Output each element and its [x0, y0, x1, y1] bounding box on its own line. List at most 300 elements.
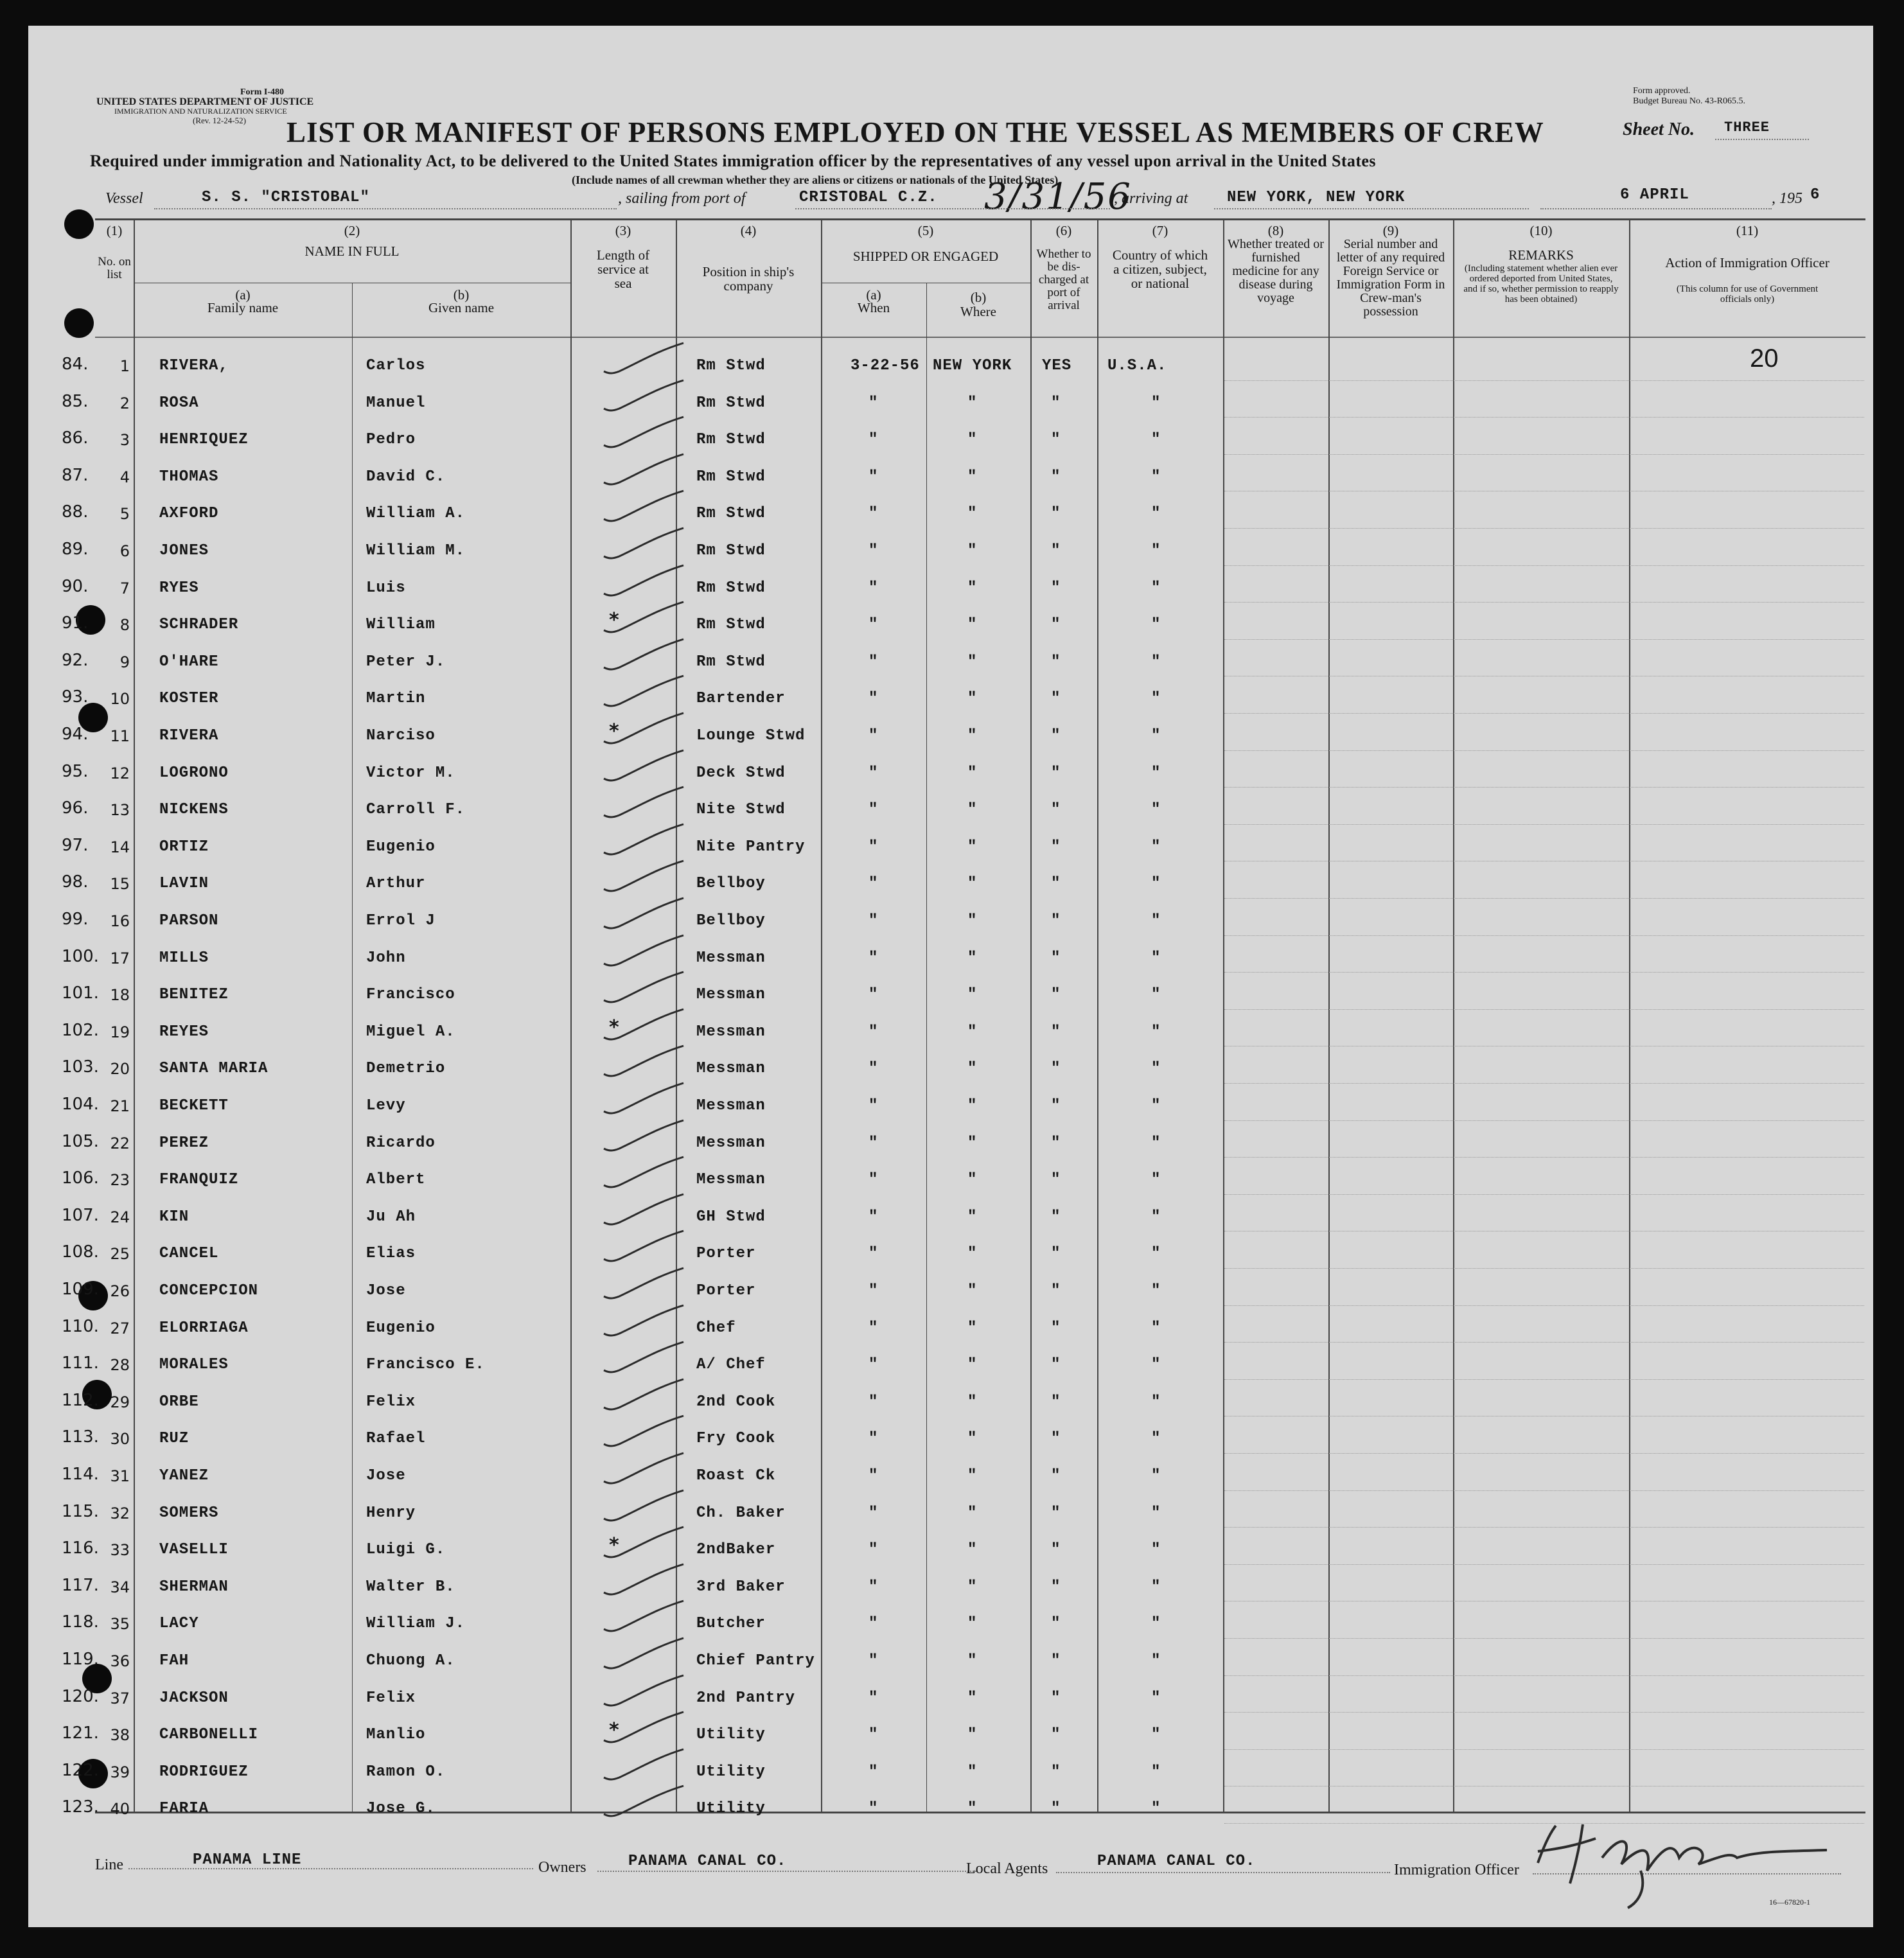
- cell-position: 2ndBaker: [696, 1541, 776, 1559]
- cell-when: ": [868, 912, 879, 930]
- cell-country: ": [1151, 949, 1161, 967]
- arriving-label: , arriving at: [1114, 190, 1188, 207]
- vessel-value: S. S. "CRISTOBAL": [202, 189, 370, 206]
- cell-country: ": [1151, 801, 1161, 819]
- row-number: 29: [110, 1393, 130, 1411]
- cell-when: ": [868, 1023, 879, 1041]
- svg-text:*: *: [609, 1534, 619, 1557]
- cell-position: Rm Stwd: [696, 616, 766, 634]
- cell-where: ": [967, 1726, 978, 1744]
- handwritten-line-number: 87.: [62, 465, 89, 485]
- handwritten-line-number: 106.: [62, 1169, 99, 1188]
- cell-family: BECKETT: [159, 1097, 229, 1115]
- sheet-label: Sheet No.: [1623, 119, 1695, 139]
- row-number: 10: [110, 690, 130, 709]
- check-mark: [594, 416, 696, 454]
- check-mark: [594, 1045, 696, 1083]
- cell-family: CARBONELLI: [159, 1726, 259, 1744]
- cell-discharged: ": [1051, 1319, 1061, 1337]
- row-number: 5: [119, 505, 130, 524]
- cell-given: William J.: [366, 1615, 466, 1633]
- cell-position: 2nd Pantry: [696, 1689, 796, 1707]
- cell-discharged: ": [1051, 468, 1061, 486]
- cell-country: ": [1151, 1504, 1161, 1522]
- cell-country: ": [1151, 1393, 1161, 1411]
- cell-country: ": [1151, 1134, 1161, 1152]
- form-number: Form I-480: [240, 87, 285, 97]
- row-number: 19: [110, 1023, 130, 1041]
- cell-country: ": [1151, 1060, 1161, 1078]
- handwritten-line-number: 97.: [62, 835, 89, 855]
- sheet-value: THREE: [1724, 119, 1770, 136]
- cell-when: ": [868, 1134, 879, 1152]
- cell-given: Henry: [366, 1504, 416, 1522]
- cell-given: Walter B.: [366, 1578, 455, 1596]
- cell-given: John: [366, 949, 406, 967]
- cell-when: ": [868, 690, 879, 708]
- col-10-note: (Including statement whether alien ever ordered deported from United States, and if so, whether permission to reapply has been obtained): [1463, 263, 1619, 304]
- cell-position: Messman: [696, 1171, 766, 1189]
- cell-discharged: ": [1051, 1689, 1061, 1707]
- row-rule: [1224, 1083, 1864, 1084]
- cell-given: William M.: [366, 542, 466, 560]
- cell-when: ": [868, 875, 879, 893]
- cell-family: CONCEPCION: [159, 1282, 259, 1300]
- cell-where: ": [967, 1541, 978, 1559]
- cell-discharged: ": [1051, 727, 1061, 745]
- cell-country: ": [1151, 986, 1161, 1004]
- cell-discharged: ": [1051, 1023, 1061, 1041]
- cell-family: MORALES: [159, 1356, 229, 1374]
- cell-family: NICKENS: [159, 801, 229, 819]
- handwritten-line-number: 93.: [62, 687, 89, 707]
- cell-position: Rm Stwd: [696, 579, 766, 597]
- row-rule: [1224, 1268, 1864, 1269]
- check-mark: [594, 1230, 696, 1268]
- handwritten-line-number: 110.: [62, 1316, 99, 1336]
- cell-given: Francisco: [366, 986, 455, 1004]
- check-mark: [594, 1637, 696, 1675]
- row-number: 37: [110, 1689, 130, 1707]
- check-mark: [594, 1119, 696, 1158]
- row-rule: [1224, 1712, 1864, 1713]
- table-row: [28, 1568, 1873, 1605]
- cell-family: KOSTER: [159, 690, 219, 708]
- table-row: [28, 1124, 1873, 1161]
- cell-given: David C.: [366, 468, 446, 486]
- table-row: [28, 1087, 1873, 1124]
- table-row: [28, 1161, 1873, 1198]
- cell-when: ": [868, 579, 879, 597]
- cell-country: ": [1151, 912, 1161, 930]
- cell-discharged: ": [1051, 394, 1061, 412]
- cell-where: ": [967, 468, 978, 486]
- table-row: [28, 606, 1873, 643]
- cell-country: ": [1151, 505, 1161, 523]
- handwritten-line-number: 88.: [62, 502, 89, 522]
- row-rule: [1224, 1453, 1864, 1454]
- row-number: 1: [119, 357, 130, 375]
- arriving-underline: [1214, 208, 1529, 209]
- asterisk-check-mark: [594, 1008, 696, 1046]
- row-rule: [1224, 602, 1864, 603]
- row-number: 22: [110, 1134, 130, 1152]
- owners-value: PANAMA CANAL CO.: [628, 1853, 787, 1870]
- col-5b-header: Where: [960, 304, 996, 319]
- cell-given: Victor M.: [366, 764, 455, 782]
- handwritten-line-number: 86.: [62, 428, 89, 448]
- cell-country: ": [1151, 1282, 1161, 1300]
- table-header-rule: [95, 337, 1865, 338]
- check-mark: [594, 860, 696, 898]
- cell-discharged: ": [1051, 801, 1061, 819]
- check-mark: [594, 1378, 696, 1416]
- row-number: 30: [110, 1430, 130, 1449]
- cell-position: Butcher: [696, 1615, 766, 1633]
- cell-where: ": [967, 653, 978, 671]
- row-number: 36: [110, 1652, 130, 1670]
- agents-label: Local Agents: [966, 1860, 1048, 1877]
- cell-country: ": [1151, 1467, 1161, 1485]
- cell-position: Utility: [696, 1763, 766, 1781]
- form-approved: Form approved.: [1633, 86, 1691, 96]
- cell-when: ": [868, 1652, 879, 1670]
- col-9-number: (9): [1382, 223, 1399, 238]
- row-number: 7: [119, 579, 130, 597]
- cell-discharged: ": [1051, 949, 1061, 967]
- cell-position: Porter: [696, 1282, 756, 1300]
- col-11-number: (11): [1736, 223, 1759, 238]
- cell-given: Narciso: [366, 727, 436, 745]
- cell-country: ": [1151, 468, 1161, 486]
- check-mark: [594, 786, 696, 824]
- cell-position: Nite Stwd: [696, 801, 786, 819]
- col-4-header: Position in ship's company: [702, 264, 795, 294]
- cell-given: Felix: [366, 1393, 416, 1411]
- row-rule: [1224, 565, 1864, 566]
- cell-where: ": [967, 1134, 978, 1152]
- cell-position: Lounge Stwd: [696, 727, 806, 745]
- handwritten-line-number: 101.: [62, 983, 99, 1003]
- cell-when: ": [868, 616, 879, 634]
- cell-position: Ch. Baker: [696, 1504, 786, 1522]
- row-number: 9: [119, 653, 130, 671]
- cell-when: ": [868, 653, 879, 671]
- cell-given: Demetrio: [366, 1060, 446, 1078]
- cell-discharged: ": [1051, 431, 1061, 449]
- cell-when: ": [868, 764, 879, 782]
- cell-position: 3rd Baker: [696, 1578, 786, 1596]
- row-rule: [1224, 898, 1864, 899]
- year-suffix: 6: [1810, 186, 1820, 204]
- cell-position: Messman: [696, 949, 766, 967]
- cell-given: Felix: [366, 1689, 416, 1707]
- cell-position: Bartender: [696, 690, 786, 708]
- cell-where: ": [967, 727, 978, 745]
- cell-family: PEREZ: [159, 1134, 209, 1152]
- revision: (Rev. 12-24-52): [193, 116, 246, 125]
- col-4-number: (4): [740, 223, 757, 238]
- cell-given: William A.: [366, 505, 466, 523]
- check-mark: [594, 749, 696, 788]
- cell-where: ": [967, 1504, 978, 1522]
- check-mark: [594, 564, 696, 603]
- cell-when: ": [868, 1393, 879, 1411]
- cell-family: HENRIQUEZ: [159, 431, 249, 449]
- check-mark: [594, 1674, 696, 1713]
- cell-family: THOMAS: [159, 468, 219, 486]
- cell-given: Arthur: [366, 875, 426, 893]
- cell-given: Manlio: [366, 1726, 426, 1744]
- row-number: 25: [110, 1245, 130, 1264]
- table-row: [28, 1309, 1873, 1346]
- table-row: [28, 1235, 1873, 1272]
- check-mark: [594, 1415, 696, 1453]
- cell-when: ": [868, 1171, 879, 1189]
- cell-family: KIN: [159, 1208, 190, 1226]
- cell-given: Chuong A.: [366, 1652, 455, 1670]
- col-2a-number: (a): [235, 287, 251, 303]
- check-mark: [594, 1563, 696, 1601]
- cell-country: ": [1151, 1356, 1161, 1374]
- cell-country: ": [1151, 875, 1161, 893]
- handwritten-line-number: 112.: [62, 1390, 99, 1410]
- col-10-number: (10): [1529, 223, 1553, 238]
- row-rule: [1224, 1527, 1864, 1528]
- col-1-number: (1): [106, 223, 123, 238]
- col-2b-header: Given name: [428, 300, 495, 315]
- row-rule: [1224, 1379, 1864, 1380]
- cell-discharged: ": [1051, 653, 1061, 671]
- table-row: [28, 1716, 1873, 1753]
- cell-country: ": [1151, 1430, 1161, 1448]
- owners-label: Owners: [538, 1859, 586, 1876]
- check-mark: [594, 1341, 696, 1379]
- check-mark: [594, 490, 696, 528]
- cell-family: LAVIN: [159, 875, 209, 893]
- cell-family: FARIA: [159, 1800, 209, 1818]
- cell-family: ORTIZ: [159, 838, 209, 856]
- row-rule: [1224, 1564, 1864, 1565]
- svg-text:*: *: [609, 720, 619, 743]
- check-mark: [594, 1193, 696, 1231]
- cell-when: ": [868, 1208, 879, 1226]
- cell-position: Fry Cook: [696, 1430, 776, 1448]
- row-rule: [1224, 1749, 1864, 1750]
- handwritten-line-number: 109.: [62, 1280, 99, 1299]
- cell-discharged: ": [1051, 1615, 1061, 1633]
- handwritten-line-number: 103.: [62, 1057, 99, 1077]
- table-row: [28, 1346, 1873, 1383]
- col-11-note: (This column for use of Government officials only): [1676, 284, 1819, 304]
- table-row: [28, 1198, 1873, 1235]
- cell-when: ": [868, 1800, 879, 1818]
- row-number: 17: [110, 949, 130, 967]
- cell-given: Errol J: [366, 912, 436, 930]
- asterisk-check-mark: [594, 601, 696, 639]
- handwritten-line-number: 121.: [62, 1724, 99, 1743]
- cell-when: ": [868, 1467, 879, 1485]
- cell-position: Utility: [696, 1726, 766, 1744]
- form-title: LIST OR MANIFEST OF PERSONS EMPLOYED ON THE VESSEL AS MEMBERS OF CREW: [286, 116, 1544, 148]
- officer-signature: [1525, 1813, 1872, 1909]
- cell-where: ": [967, 1208, 978, 1226]
- cell-position: Rm Stwd: [696, 431, 766, 449]
- cell-position: Messman: [696, 1060, 766, 1078]
- year-prefix: , 195: [1772, 190, 1803, 207]
- table-row: [28, 347, 1873, 384]
- cell-when: ": [868, 1615, 879, 1633]
- cell-family: JACKSON: [159, 1689, 229, 1707]
- cell-given: Ramon O.: [366, 1763, 446, 1781]
- cell-discharged: ": [1051, 1171, 1061, 1189]
- svg-text:*: *: [609, 1016, 619, 1039]
- cell-family: O'HARE: [159, 653, 219, 671]
- punch-hole: [64, 308, 94, 338]
- row-rule: [1224, 380, 1864, 381]
- row-rule: [1224, 1342, 1864, 1343]
- manifest-sheet: [28, 26, 1873, 1927]
- table-row: [28, 828, 1873, 865]
- arriving-value: NEW YORK, NEW YORK: [1227, 189, 1406, 206]
- cell-when: ": [868, 431, 879, 449]
- cell-given: Carroll F.: [366, 801, 466, 819]
- cell-discharged: ": [1051, 1800, 1061, 1818]
- col-3-header: Length of service at sea: [596, 247, 650, 291]
- cell-family: MILLS: [159, 949, 209, 967]
- line-underline: [128, 1868, 533, 1869]
- cell-family: AXFORD: [159, 505, 219, 523]
- cell-position: Porter: [696, 1245, 756, 1263]
- row-number: 3: [119, 431, 130, 450]
- cell-when: ": [868, 1689, 879, 1707]
- handwritten-date: 3/31/56: [984, 176, 1132, 218]
- row-number: 33: [110, 1541, 130, 1560]
- col-3-number: (3): [615, 223, 631, 238]
- cell-discharged: ": [1051, 1245, 1061, 1263]
- cell-country: ": [1151, 1726, 1161, 1744]
- col-7-header: Country of which a citizen, subject, or national: [1112, 247, 1208, 291]
- asterisk-check-mark: [594, 1711, 696, 1749]
- cell-where: ": [967, 1097, 978, 1115]
- col-6-header: Whether to be dis-charged at port of arrival: [1036, 247, 1091, 312]
- col-8-number: (8): [1267, 223, 1284, 238]
- date-underline: [1540, 208, 1772, 209]
- col-2b-number: (b): [453, 287, 470, 303]
- cell-where: ": [967, 1171, 978, 1189]
- cell-discharged: ": [1051, 1430, 1061, 1448]
- col-1-header: No. on list: [98, 255, 131, 281]
- table-row: [28, 532, 1873, 569]
- cell-given: Pedro: [366, 431, 416, 449]
- cell-where: ": [967, 1393, 978, 1411]
- cell-where: ": [967, 1800, 978, 1818]
- form-note: (Include names of all crewman whether they are aliens or citizens or nationals of the United States): [572, 173, 1059, 186]
- handwritten-line-number: 113.: [62, 1427, 99, 1447]
- cell-where: ": [967, 838, 978, 856]
- handwritten-line-number: 84.: [62, 355, 89, 374]
- cell-given: Carlos: [366, 357, 426, 375]
- cell-when: ": [868, 1763, 879, 1781]
- cell-family: RYES: [159, 579, 199, 597]
- row-number: 6: [119, 542, 130, 560]
- cell-position: Messman: [696, 986, 766, 1004]
- handwritten-line-number: 117.: [62, 1575, 99, 1595]
- row-number: 21: [110, 1097, 130, 1115]
- cell-discharged: ": [1051, 1541, 1061, 1559]
- handwritten-line-number: 98.: [62, 872, 89, 892]
- arrival-date: 6 APRIL: [1620, 186, 1689, 204]
- cell-discharged: ": [1051, 1208, 1061, 1226]
- row-number: 38: [110, 1726, 130, 1745]
- cell-country: ": [1151, 1652, 1161, 1670]
- col-5-header: SHIPPED OR ENGAGED: [852, 249, 999, 264]
- cell-where: ": [967, 986, 978, 1004]
- handwritten-line-number: 99.: [62, 910, 89, 929]
- cell-family: RODRIGUEZ: [159, 1763, 249, 1781]
- row-rule: [1224, 417, 1864, 418]
- cell-where: ": [967, 1763, 978, 1781]
- table-row: [28, 458, 1873, 495]
- department: UNITED STATES DEPARTMENT OF JUSTICE: [96, 96, 314, 107]
- row-number: 18: [110, 986, 130, 1005]
- check-mark: [594, 971, 696, 1009]
- row-rule: [1224, 639, 1864, 640]
- cell-position: Nite Pantry: [696, 838, 806, 856]
- row-number: 28: [110, 1356, 130, 1375]
- cell-where: ": [967, 1023, 978, 1041]
- cell-family: BENITEZ: [159, 986, 229, 1004]
- cell-country: ": [1151, 1615, 1161, 1633]
- cell-discharged: ": [1051, 1467, 1061, 1485]
- table-row: [28, 1383, 1873, 1420]
- col-8-header: Whether treated or furnished medicine for any disease during voyage: [1228, 237, 1324, 305]
- officer-label: Immigration Officer: [1394, 1862, 1519, 1878]
- cell-family: JONES: [159, 542, 209, 560]
- handwritten-line-number: 105.: [62, 1131, 99, 1151]
- table-row: [28, 1420, 1873, 1457]
- row-rule: [1224, 1638, 1864, 1639]
- cell-discharged: ": [1051, 1060, 1061, 1078]
- cell-given: Francisco E.: [366, 1356, 485, 1374]
- cell-discharged: ": [1051, 1393, 1061, 1411]
- cell-family: VASELLI: [159, 1541, 229, 1559]
- cell-discharged: ": [1051, 1282, 1061, 1300]
- cell-country: ": [1151, 1541, 1161, 1559]
- table-row: [28, 1494, 1873, 1531]
- cell-position: Rm Stwd: [696, 357, 766, 375]
- cell-country: ": [1151, 1171, 1161, 1189]
- handwritten-line-number: 91.: [62, 613, 89, 633]
- col-2a-header: Family name: [207, 300, 279, 315]
- row-number: 15: [110, 875, 130, 894]
- cell-given: William: [366, 616, 436, 634]
- asterisk-check-mark: [594, 712, 696, 750]
- cell-position: Rm Stwd: [696, 468, 766, 486]
- form-subtitle: Required under immigration and Nationality Act, to be delivered to the United States immigration officer by the representatives of any vessel upon arrival in the United States: [90, 152, 1376, 170]
- col-11-header: Action of Immigration Officer: [1665, 255, 1829, 270]
- row-number: 32: [110, 1504, 130, 1522]
- cell-when: ": [868, 1097, 879, 1115]
- check-mark: [594, 675, 696, 713]
- row-number: 27: [110, 1319, 130, 1337]
- owners-underline: [597, 1871, 976, 1872]
- handwritten-line-number: 96.: [62, 798, 89, 818]
- handwritten-line-number: 94.: [62, 725, 89, 744]
- cell-position: Bellboy: [696, 912, 766, 930]
- line-label: Line: [95, 1857, 123, 1873]
- cell-discharged: ": [1051, 912, 1061, 930]
